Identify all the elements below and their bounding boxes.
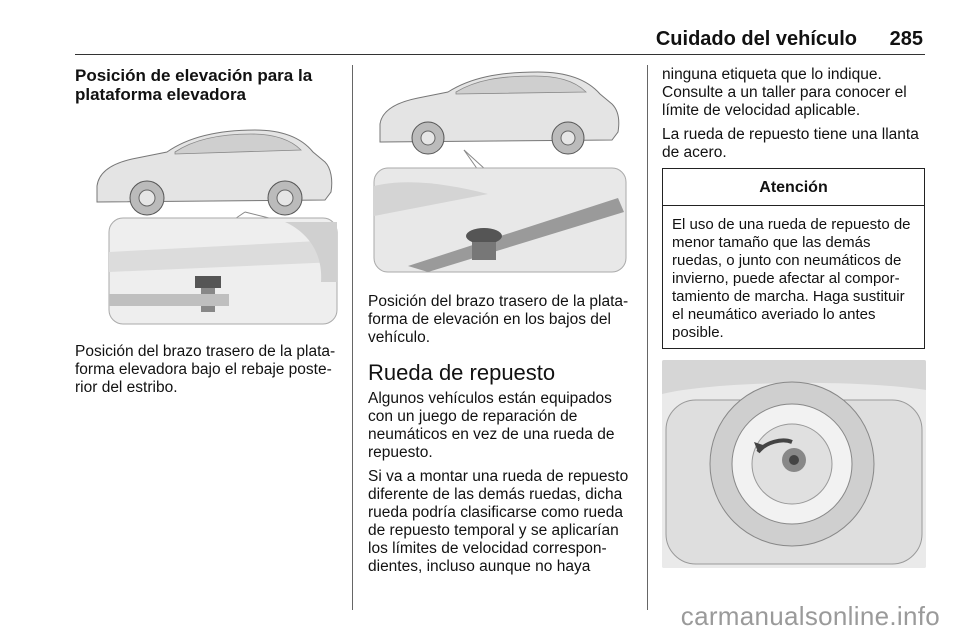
spare-wheel-para-3: ninguna etiqueta que lo indique. Consulte a un taller para conocer el límite de velocidad aplicable. — [662, 66, 907, 119]
attention-notice — [662, 168, 925, 349]
spare-wheel-para-2: Si va a montar una rueda de repuesto diferente de las demás ruedas, dicha rueda podría clasificarse como rueda de repuesto temporal y se aplicarían los límites de velocidad correspondientes, incluso aunque no haya — [368, 468, 629, 575]
car-side-lift-illustration — [75, 112, 338, 334]
lift-point-heading: Posición de elevación para la plataforma elevadora — [75, 66, 313, 104]
column-1 — [75, 66, 338, 104]
column-3-text — [662, 66, 926, 162]
column-divider-2 — [647, 65, 648, 610]
notice-text: El uso de una rueda de repuesto de menor tamaño que las demás ruedas, o junto con neumáticos de invierno, puede afectar al comportamiento de marcha. Haga sustituir el neumático averiado lo antes posible. — [672, 216, 911, 341]
car-underbody-lift-illustration — [368, 66, 634, 276]
figure-spare-wheel — [662, 360, 926, 568]
spare-wheel-para-1: Algunos vehículos están equipados con un juego de reparación de neumáticos en vez de una rueda de repuesto. — [368, 390, 615, 461]
column-2-text — [368, 293, 634, 576]
figure-caption-1: Posición del brazo trasero de la plataforma elevadora bajo el rebaje posterior del estribo. — [75, 343, 336, 396]
page-header — [75, 26, 925, 52]
spare-wheel-illustration — [662, 360, 926, 568]
watermark: carmanualsonline.info — [680, 601, 940, 631]
chapter-title: Cuidado del vehículo — [655, 28, 857, 50]
figure-caption-2: Posición del brazo trasero de la plataforma de elevación en los bajos del vehículo. — [368, 293, 629, 346]
figure-lift-underbody — [368, 66, 634, 276]
spare-wheel-para-4: La rueda de repuesto tiene una llanta de acero. — [662, 126, 919, 161]
notice-title: Atención — [663, 169, 924, 206]
column-1-caption — [75, 343, 338, 397]
page-number: 285 — [889, 28, 923, 50]
column-divider-1 — [352, 65, 353, 610]
figure-lift-sill — [75, 112, 338, 334]
section-title-spare-wheel: Rueda de repuesto — [368, 360, 556, 385]
header-rule — [75, 54, 925, 55]
